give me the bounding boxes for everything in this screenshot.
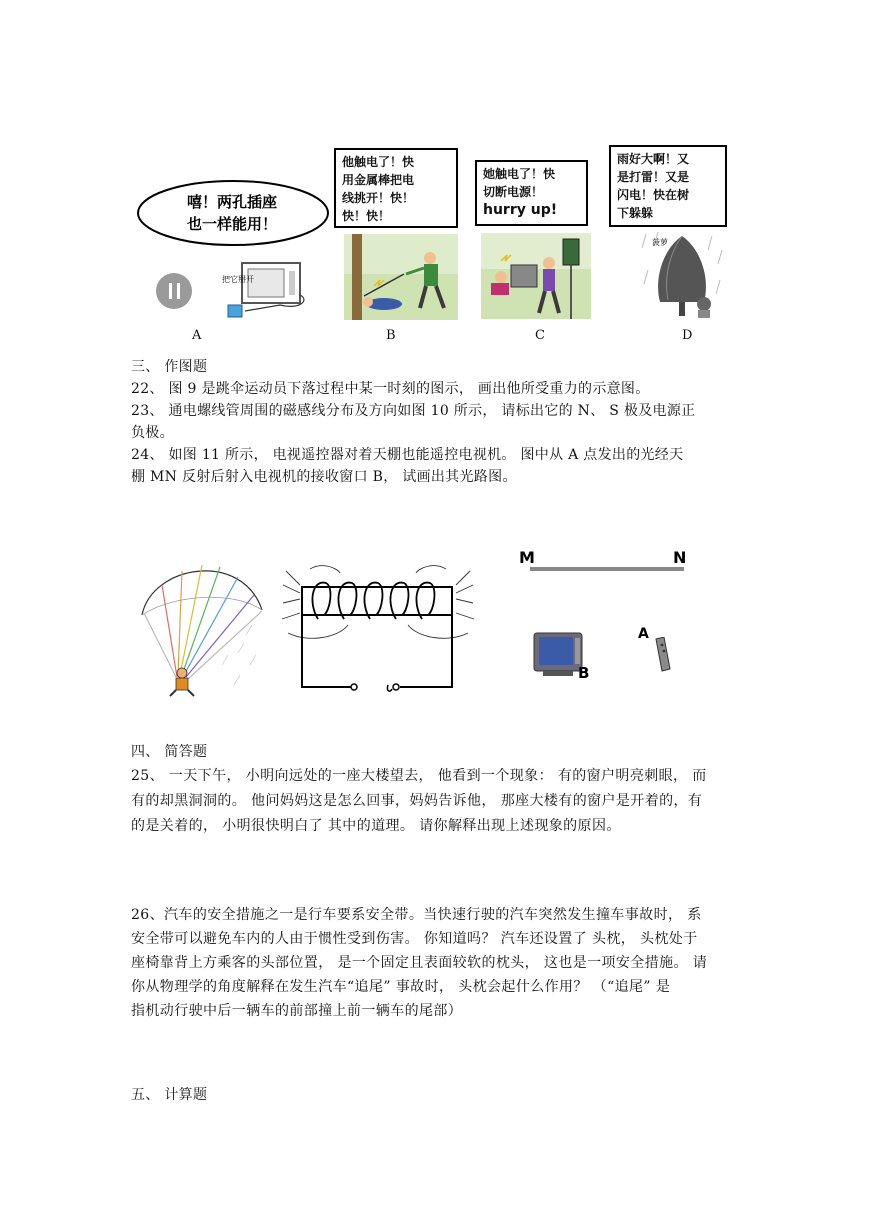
speech-box-c: [475, 160, 588, 226]
question-26-line: 你从物理学的角度解释在发生汽车“追尾” 事故时， 头枕会起什么作用？ （“追尾” 是: [131, 979, 671, 995]
speech-line: 他触电了！快: [342, 155, 415, 169]
speech-line: 用金属棒把电: [342, 173, 415, 187]
question-25-line: 有的却黑洞洞的。 他问妈妈这是怎么回事，妈妈告诉他， 那座大楼有的窗户是开着的，有: [131, 793, 703, 809]
question-26-line: 26、汽车的安全措施之一是行车要系安全带。当快速行驶的汽车突然发生撞车事故时， 系: [131, 907, 702, 923]
speech-line: 下躲躲: [617, 206, 654, 220]
question-25-line: 25、 一天下午， 小明向远处的一座大楼望去， 他看到一个现象： 有的窗户明亮刺眼， 而: [131, 768, 707, 784]
electric-shock-scene-c: [481, 233, 591, 319]
electric-shock-scene-b: [344, 234, 458, 320]
caption-c: C: [535, 328, 545, 343]
speech-text-a: [162, 191, 302, 235]
speech-line: 是打雷！又是: [617, 170, 690, 184]
speech-line: 她触电了！快: [483, 167, 556, 181]
speech-line: hurry up!: [483, 202, 558, 218]
question-26-line: 安全带可以避免车内的人由于惯性受到伤害。 你知道吗？ 汽车还设置了 头枕， 头枕处于: [131, 931, 698, 947]
question-25: [131, 765, 741, 837]
speech-box-d: [609, 145, 727, 227]
speech-line: 快！快！: [342, 209, 391, 223]
figure-10-solenoid: [278, 563, 478, 698]
question-23-line-1: 23、 通电螺线管周围的磁感线分布及方向如图 10 所示， 请标出它的 N、 S 极及电源正: [131, 403, 696, 419]
question-26-line: 指机动行驶中后一辆车的前部撞上前一辆车的尾部）: [131, 1003, 463, 1019]
remote-control-icon: [652, 637, 672, 673]
speech-box-b: [334, 148, 458, 228]
question-24-line-2: 棚 MN 反射后射入电视机的接收窗口 B， 试画出其光路图。: [131, 469, 517, 485]
speech-line: 切断电源！: [483, 185, 544, 199]
question-22: 22、 图 9 是跳伞运动员下落过程中某一时刻的图示， 画出他所受重力的示意图。: [131, 381, 650, 397]
label-n: N: [673, 548, 687, 567]
question-25-line: 的是关着的， 小明很快明白了 其中的道理。 请你解释出现上述现象的原因。: [131, 818, 621, 834]
section-5-title: 五、 计算题: [131, 1087, 208, 1103]
caption-a: A: [192, 328, 202, 343]
ceiling-mn-line: [530, 565, 686, 573]
speech-line: 也一样能用！: [186, 215, 277, 233]
question-26-line: 座椅靠背上方乘客的头部位置， 是一个固定且表面较软的枕头， 这也是一项安全措施。 请: [131, 955, 708, 971]
label-a: A: [638, 626, 649, 642]
question-24-line-1: 24、 如图 11 所示， 电视遥控器对着天棚也能遥控电视机。 图中从 A 点发出的光经天: [131, 447, 684, 463]
speech-line: 闪电！快在树: [617, 188, 690, 202]
caption-b: B: [386, 328, 396, 343]
section-4-title: 四、 简答题: [131, 744, 208, 760]
question-23-line-2: 负极。: [131, 425, 174, 441]
outlet-microwave-illustration: [150, 255, 310, 325]
tree-tag-label: 菠萝: [652, 238, 668, 247]
label-m: M: [519, 548, 535, 567]
label-b: B: [578, 664, 590, 682]
speech-line: 雨好大啊！又: [617, 152, 690, 166]
question-26: [131, 904, 741, 1022]
figure-9-parachute: [132, 555, 272, 705]
speech-line: 线挑开！快！: [342, 191, 415, 205]
section-3-title: 三、 作图题: [131, 359, 208, 375]
plug-tag-label: 把它掰开: [222, 275, 254, 284]
caption-d: D: [682, 328, 693, 343]
speech-line: 嘻！两孔插座: [186, 193, 277, 211]
